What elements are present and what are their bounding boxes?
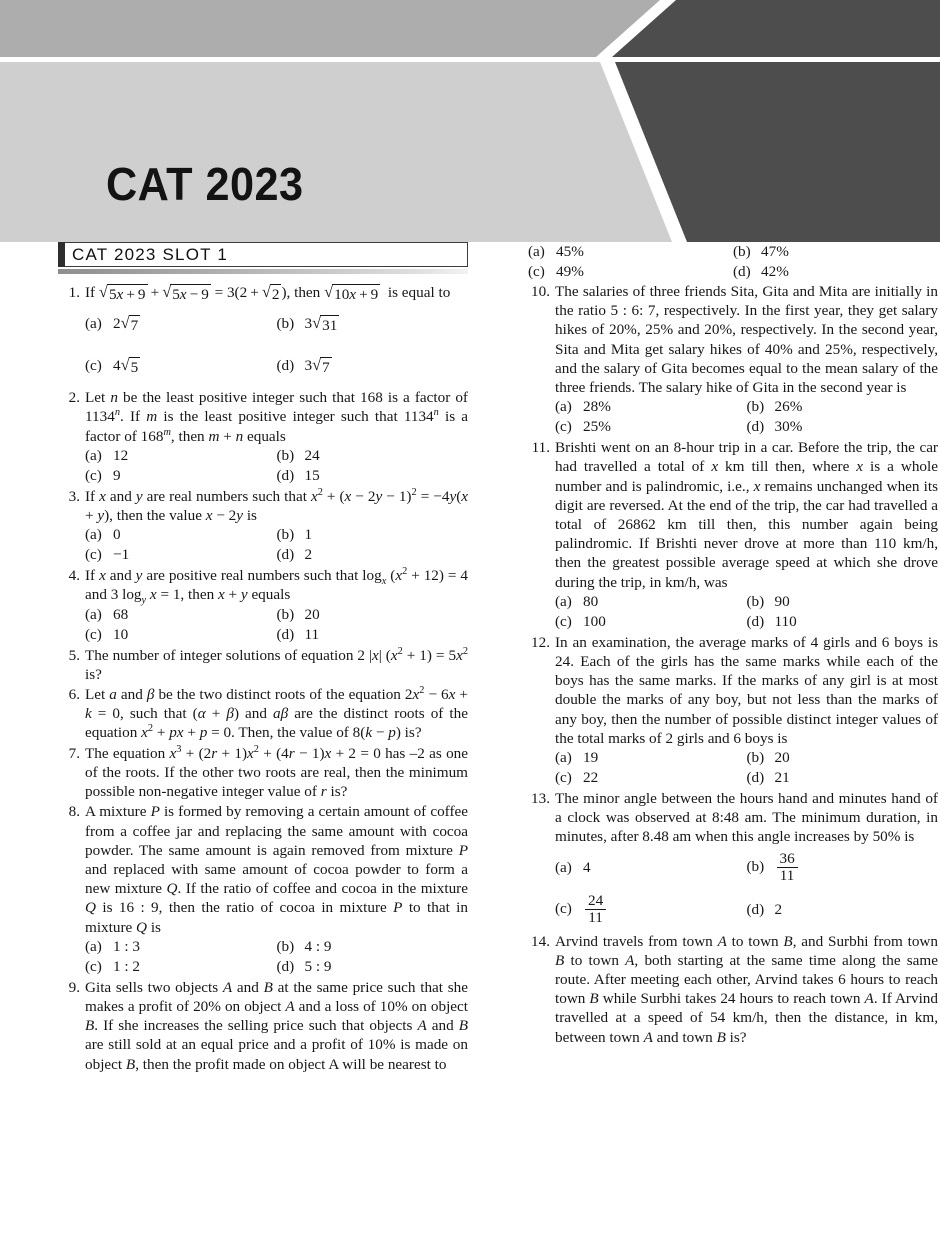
option-label: (b) — [733, 243, 751, 260]
question-number: 14. — [531, 932, 550, 950]
option-value: 4 — [583, 858, 591, 876]
option-value: 68 — [113, 605, 129, 623]
option-row — [555, 612, 938, 632]
option-label: (d) — [746, 612, 765, 630]
option-group — [555, 847, 938, 931]
option-b[interactable] — [747, 748, 939, 768]
option-label: (a) — [85, 605, 102, 623]
question-item — [58, 283, 468, 387]
option-a[interactable] — [555, 397, 747, 417]
right-question-list — [528, 282, 938, 1047]
question-item — [58, 388, 468, 486]
option-d[interactable] — [277, 545, 469, 565]
option-value: 0 — [113, 526, 121, 544]
option-value: 42% — [761, 263, 789, 280]
option-a[interactable] — [85, 605, 277, 625]
option-value: 3 √ 7 — [304, 354, 330, 376]
option-label: (d) — [276, 546, 295, 564]
option-b[interactable] — [277, 446, 469, 466]
option-d[interactable] — [733, 262, 938, 282]
option-group — [555, 397, 938, 437]
option-label: (c) — [85, 357, 102, 375]
option-group — [85, 303, 468, 387]
question-text: Let a and β be the two distinct roots of the equation $2x^2 - 6x + k = 0$, such that (α + β) and aβ are the distinct roots of the equation $x^2$ + px + p = 0. Then, the value of 8(k − p) is? — [85, 685, 468, 742]
option-label: (c) — [85, 466, 102, 484]
option-value: 45% — [556, 243, 584, 260]
option-c[interactable] — [528, 262, 733, 282]
option-row — [555, 768, 938, 788]
page-header-banner — [0, 0, 940, 242]
page-title-line-1: CAT 2023 — [105, 158, 304, 210]
option-group — [528, 242, 938, 282]
header-band-top-light — [0, 0, 660, 57]
question-number: 6. — [68, 686, 80, 704]
option-value: 12 — [113, 446, 129, 464]
option-value: 4 √ 5 — [113, 354, 139, 376]
question-number: 7. — [68, 744, 80, 762]
option-c[interactable] — [555, 612, 747, 632]
option-row — [555, 748, 938, 768]
option-label: (c) — [85, 957, 102, 975]
question-item — [528, 932, 938, 1047]
option-b[interactable] — [733, 242, 938, 262]
option-label: (a) — [555, 749, 572, 767]
question-number: 8. — [68, 803, 80, 821]
option-label: (d) — [746, 900, 765, 918]
option-a[interactable] — [85, 314, 277, 334]
option-value: 22 — [583, 769, 599, 787]
option-value: $\frac{36}{11}$ — [773, 851, 800, 885]
option-group — [555, 748, 938, 788]
question-number: 10. — [531, 283, 550, 300]
question-number: 13. — [531, 790, 550, 808]
option-c[interactable] — [555, 417, 747, 437]
option-d[interactable] — [747, 417, 939, 437]
option-value: 47% — [761, 243, 789, 260]
option-row — [528, 242, 938, 262]
option-label: (c) — [85, 546, 102, 564]
option-c[interactable] — [85, 545, 277, 565]
option-group — [555, 592, 938, 632]
option-value: 2 — [304, 546, 313, 564]
option-label: (b) — [746, 398, 765, 416]
option-a[interactable] — [528, 242, 733, 262]
left-column — [58, 242, 468, 1075]
option-row — [555, 592, 938, 612]
option-a[interactable] — [85, 937, 277, 957]
option-value: 2 — [774, 900, 783, 918]
section-title: CAT 2023 SLOT 1 — [72, 244, 228, 264]
question-item — [528, 633, 938, 788]
option-row — [528, 262, 938, 282]
option-value: 19 — [583, 749, 599, 767]
option-label: (a) — [555, 592, 572, 610]
option-value: 1 — [304, 526, 313, 544]
option-label: (b) — [746, 749, 765, 767]
option-label: (b) — [276, 937, 295, 955]
question-text: The equation $x^3 + (2r + 1)x^2 + (4r - 1)x + 2 = 0$ has –2 as one of the roots. If the other two roots are real, then the minimum possible non-negative integer value of r is? — [85, 743, 469, 801]
question-text: If x and y are real numbers such that $x^2 + (x - 2y - 1)^2 = -4y(x + y)$, then the value x − 2y is — [85, 486, 468, 525]
option-c[interactable] — [85, 957, 277, 977]
option-label: (c) — [85, 625, 102, 643]
section-header-box — [58, 242, 468, 267]
option-label: (c) — [528, 263, 545, 280]
option-value: 49% — [556, 263, 584, 280]
section-header — [58, 242, 468, 274]
option-d[interactable] — [277, 356, 469, 376]
option-b[interactable] — [277, 937, 469, 957]
option-label: (a) — [85, 937, 102, 955]
option-value: 5 : 9 — [304, 957, 332, 975]
option-row — [555, 417, 938, 437]
option-value: 2 √ 7 — [113, 312, 139, 334]
option-row — [85, 345, 468, 387]
option-d[interactable] — [747, 612, 939, 632]
option-d[interactable] — [747, 768, 939, 788]
option-row — [85, 605, 468, 625]
option-value: 110 — [774, 612, 797, 630]
option-c[interactable] — [85, 356, 277, 376]
question-text: The salaries of three friends Sita, Gita and Mita are initially in the ratio 5 : 6: 7, respectively. In the first year, they get salary hikes of 20%, 25% and 20%, respectively. In the second year, Sita and Mita get salary hikes of 40% and 25%, respectively, and the salary of Gita becomes equal to the mean salary of the three friends. The salary hike of Gita in the second year is — [555, 283, 938, 397]
option-value: 20 — [774, 749, 790, 767]
option-row — [85, 525, 468, 545]
option-label: (b) — [276, 605, 295, 623]
question-item — [528, 438, 938, 632]
option-c[interactable] — [85, 466, 277, 486]
option-c[interactable] — [555, 893, 747, 927]
option-value: $\frac{24}{11}$ — [581, 893, 608, 927]
option-label: (a) — [85, 315, 102, 333]
option-a[interactable] — [85, 525, 277, 545]
option-b[interactable] — [277, 525, 469, 545]
option-group — [85, 937, 468, 977]
option-group — [85, 525, 468, 565]
question-number: 2. — [68, 389, 80, 407]
option-row — [85, 957, 468, 977]
option-value: 10 — [113, 625, 129, 643]
question-text: Let n be the least positive integer such that 168 is a factor of 1134$^n$. If m is the least positive integer such that 1134$^n$ is a factor of 168$^m$, then m + n equals — [85, 389, 468, 445]
option-label: (a) — [85, 526, 102, 544]
option-label: (d) — [276, 625, 295, 643]
question-item — [58, 802, 468, 976]
two-column-layout — [0, 242, 940, 1075]
option-value: 30% — [774, 418, 803, 436]
option-value: 4 : 9 — [304, 937, 332, 955]
option-value: 90 — [774, 592, 790, 610]
option-value: 21 — [774, 769, 790, 787]
option-a[interactable] — [85, 446, 277, 466]
option-row — [85, 303, 468, 345]
option-label: (b) — [746, 592, 765, 610]
option-label: (d) — [733, 263, 751, 280]
option-c[interactable] — [555, 768, 747, 788]
option-value: 26% — [774, 398, 803, 416]
option-b[interactable] — [277, 605, 469, 625]
option-label: (c) — [555, 612, 572, 630]
option-label: (a) — [555, 858, 572, 876]
option-row — [555, 397, 938, 417]
option-label: (a) — [555, 398, 572, 416]
option-c[interactable] — [85, 625, 277, 645]
page-title — [56, 97, 521, 242]
option-b[interactable] — [277, 314, 469, 334]
option-value: 100 — [583, 612, 606, 630]
question-text: In an examination, the average marks of 4 girls and 6 boys is 24. Each of the girls has the same marks while each of the boys has the same marks. If the marks of any girl is at most double the marks of any boy, but not less than the marks of any boy, then the number of possible distinct integer values of the total marks of 2 girls and 6 boys is — [555, 633, 938, 747]
option-value: 11 — [304, 625, 320, 643]
option-b[interactable] — [747, 592, 939, 612]
option-d[interactable] — [747, 900, 939, 920]
question-number: 3. — [68, 487, 80, 505]
question-text: A mixture P is formed by removing a certain amount of coffee from a coffee jar and replacing the same amount with cocoa powder. The same amount is again removed from mixture P and replaced with same amount of cocoa powder to form a new mixture Q. If the ratio of coffee and cocoa in the mixture Q is 16 : 9, then the ratio of cocoa in mixture P to that in mixture Q is — [85, 803, 468, 936]
option-value: −1 — [113, 546, 130, 564]
option-label: (b) — [276, 446, 295, 464]
question-item — [58, 487, 468, 565]
section-header-underbar — [58, 269, 468, 274]
right-column — [528, 242, 938, 1075]
option-label: (a) — [85, 446, 102, 464]
left-question-list — [58, 283, 468, 1074]
question-text: Arvind travels from town A to town B, and Surbhi from town B to town A, both starting at the same time along the same route. After meeting each other, Arvind takes 6 hours to reach town B while Surbhi takes 24 hours to reach town A. If Arvind travelled at a speed of 54 km/h, then the distance, in km, between town A and town B is? — [555, 932, 938, 1046]
option-value: 24 — [304, 446, 320, 464]
option-value: 3 √ 31 — [304, 312, 338, 334]
question-text: The minor angle between the hours hand and minutes hand of a clock was observed at 8:48 am. The minimum duration, in minutes, after 8.48 am when this angle increases by 50% is — [555, 790, 938, 846]
question-number: 4. — [68, 567, 80, 585]
option-row — [85, 937, 468, 957]
option-d[interactable] — [277, 957, 469, 977]
option-label: (a) — [528, 243, 545, 260]
question-text: The number of integer solutions of equation 2 |x| $(x^2 + 1) = 5x^2$ is? — [85, 645, 468, 683]
question-item — [528, 789, 938, 931]
option-d[interactable] — [277, 625, 469, 645]
question-number: 11. — [531, 439, 550, 457]
question-item — [528, 282, 938, 437]
option-value: 9 — [113, 466, 121, 484]
option-row — [85, 446, 468, 466]
option-d[interactable] — [277, 466, 469, 486]
question-item — [58, 646, 468, 684]
question-number: 5. — [68, 646, 80, 664]
question-text: Brishti went on an 8-hour trip in a car. Before the trip, the car had travelled a total of x km till then, where x is a whole number and is palindromic, i.e., x remains unchanged when its digit are reversed. At the end of the trip, the car had travelled a total of 26862 km till then, this number again being palindromic. If Brishti never drove at more than 110 km/h, then the greatest possible average speed at which she drove during the trip, in km/h, was — [555, 439, 938, 591]
question-number: 12. — [531, 633, 550, 651]
question-item — [58, 744, 468, 802]
question-text: If x and y are positive real numbers such that $\log_x (x^2 + 12) = 4$ and 3 $\log_y x = 1$, then x + y equals — [85, 566, 468, 607]
question-item — [58, 566, 468, 644]
option-label: (c) — [555, 900, 572, 918]
option-label: (b) — [276, 315, 295, 333]
question-text: Gita sells two objects A and B at the same price such that she makes a profit of 20% on object A and a loss of 10% on object B. If she increases the selling price such that objects A and B are still sold at an equal price and a profit of 10% is made on object B, then the profit made on object A will be nearest to — [85, 978, 468, 1073]
option-a[interactable] — [555, 592, 747, 612]
option-label: (b) — [276, 526, 295, 544]
option-label: (c) — [555, 769, 572, 787]
option-row — [85, 625, 468, 645]
option-value: 15 — [304, 466, 320, 484]
option-label: (d) — [276, 957, 295, 975]
option-value: 20 — [304, 605, 320, 623]
option-label: (d) — [276, 357, 295, 375]
option-value: 28% — [583, 398, 611, 416]
option-label: (d) — [746, 418, 765, 436]
option-b[interactable] — [747, 851, 939, 885]
option-row — [85, 545, 468, 565]
option-value: 1 : 3 — [113, 937, 141, 955]
option-row — [85, 466, 468, 486]
option-label: (d) — [276, 466, 295, 484]
option-group — [85, 605, 468, 645]
option-label: (c) — [555, 418, 572, 436]
option-value: 1 : 2 — [113, 957, 141, 975]
option-a[interactable] — [555, 858, 747, 878]
question-text: If √ 5x + 9 + √ 5x − 9 = 3(2 + √ 2 ), then √ 10x + 9 is equal to — [85, 281, 451, 303]
option-a[interactable] — [555, 748, 747, 768]
option-b[interactable] — [747, 397, 939, 417]
option-label: (d) — [746, 769, 765, 787]
question-number: 1. — [68, 284, 80, 301]
option-value: 80 — [583, 592, 599, 610]
question-item — [58, 685, 468, 743]
question-number: 9. — [68, 978, 80, 996]
question-item — [58, 978, 468, 1074]
option-row — [555, 889, 938, 931]
option-value: 25% — [583, 418, 611, 436]
option-group — [85, 446, 468, 486]
option-row — [555, 847, 938, 889]
option-label: (b) — [746, 858, 765, 876]
